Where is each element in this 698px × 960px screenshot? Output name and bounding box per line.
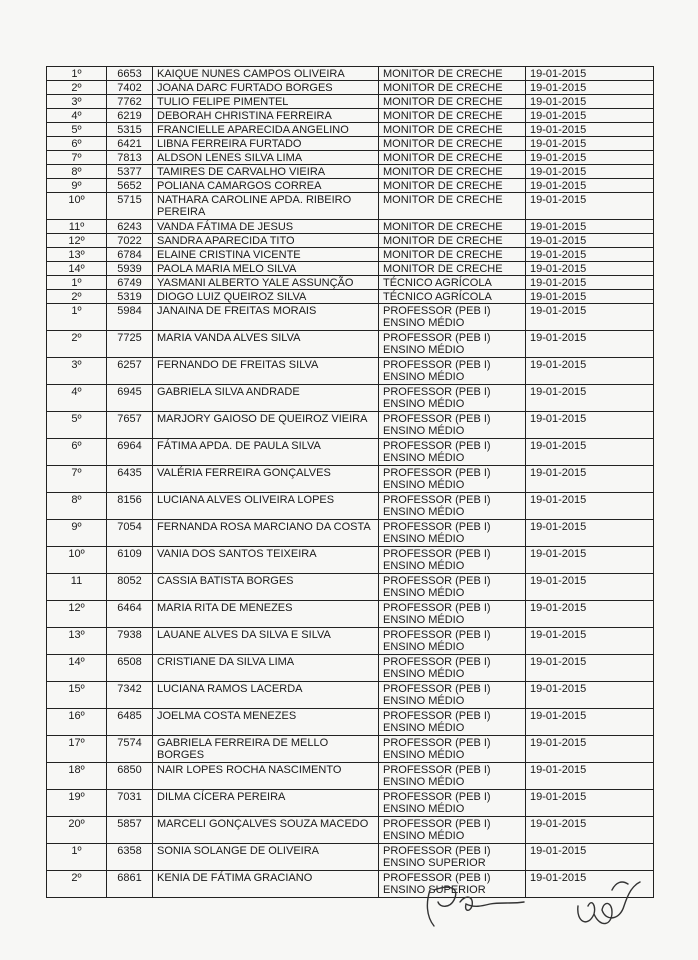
name-cell: PAOLA MARIA MELO SILVA <box>153 262 379 276</box>
code-cell: 7402 <box>107 81 153 95</box>
order-cell: 7º <box>47 151 107 165</box>
role-cell: MONITOR DE CRECHE <box>379 248 526 262</box>
date-cell: 19-01-2015 <box>526 493 654 520</box>
date-cell: 19-01-2015 <box>526 276 654 290</box>
date-cell: 19-01-2015 <box>526 137 654 151</box>
table-body <box>47 67 654 898</box>
table-row <box>47 439 654 466</box>
code-cell: 5715 <box>107 193 153 220</box>
table-row <box>47 385 654 412</box>
code-cell: 7022 <box>107 234 153 248</box>
table-row <box>47 790 654 817</box>
table-row <box>47 682 654 709</box>
role-cell: MONITOR DE CRECHE <box>379 220 526 234</box>
code-cell: 7342 <box>107 682 153 709</box>
date-cell: 19-01-2015 <box>526 601 654 628</box>
date-cell: 19-01-2015 <box>526 520 654 547</box>
order-cell: 6º <box>47 439 107 466</box>
table-row <box>47 151 654 165</box>
order-cell: 1º <box>47 844 107 871</box>
code-cell: 6850 <box>107 763 153 790</box>
name-cell: DEBORAH CHRISTINA FERREIRA <box>153 109 379 123</box>
name-cell: GABRIELA FERREIRA DE MELLO BORGES <box>153 736 379 763</box>
code-cell: 5857 <box>107 817 153 844</box>
code-cell: 8156 <box>107 493 153 520</box>
name-cell: JOELMA COSTA MENEZES <box>153 709 379 736</box>
role-cell: PROFESSOR (PEB I) ENSINO MÉDIO <box>379 304 526 331</box>
name-cell: GABRIELA SILVA ANDRADE <box>153 385 379 412</box>
date-cell: 19-01-2015 <box>526 234 654 248</box>
role-cell: MONITOR DE CRECHE <box>379 193 526 220</box>
name-cell: JANAINA DE FREITAS MORAIS <box>153 304 379 331</box>
role-cell: PROFESSOR (PEB I) ENSINO MÉDIO <box>379 520 526 547</box>
table-row <box>47 358 654 385</box>
role-cell: PROFESSOR (PEB I) ENSINO MÉDIO <box>379 763 526 790</box>
order-cell: 9º <box>47 179 107 193</box>
order-cell: 2º <box>47 331 107 358</box>
table-row <box>47 331 654 358</box>
role-cell: PROFESSOR (PEB I) ENSINO MÉDIO <box>379 655 526 682</box>
role-cell: MONITOR DE CRECHE <box>379 262 526 276</box>
order-cell: 2º <box>47 81 107 95</box>
signature-left <box>420 882 530 932</box>
name-cell: ELAINE CRISTINA VICENTE <box>153 248 379 262</box>
table-row <box>47 493 654 520</box>
table-row <box>47 547 654 574</box>
date-cell: 19-01-2015 <box>526 736 654 763</box>
name-cell: MARCELI GONÇALVES SOUZA MACEDO <box>153 817 379 844</box>
date-cell: 19-01-2015 <box>526 179 654 193</box>
order-cell: 11 <box>47 574 107 601</box>
role-cell: PROFESSOR (PEB I) ENSINO MÉDIO <box>379 736 526 763</box>
name-cell: KAIQUE NUNES CAMPOS OLIVEIRA <box>153 67 379 81</box>
order-cell: 4º <box>47 385 107 412</box>
name-cell: TULIO FELIPE PIMENTEL <box>153 95 379 109</box>
order-cell: 2º <box>47 871 107 898</box>
role-cell: PROFESSOR (PEB I) ENSINO MÉDIO <box>379 331 526 358</box>
code-cell: 5377 <box>107 165 153 179</box>
date-cell: 19-01-2015 <box>526 871 654 898</box>
role-cell: MONITOR DE CRECHE <box>379 109 526 123</box>
role-cell: PROFESSOR (PEB I) ENSINO MÉDIO <box>379 439 526 466</box>
table-row <box>47 193 654 220</box>
code-cell: 7725 <box>107 331 153 358</box>
name-cell: FERNANDO DE FREITAS SILVA <box>153 358 379 385</box>
order-cell: 15º <box>47 682 107 709</box>
date-cell: 19-01-2015 <box>526 248 654 262</box>
code-cell: 6219 <box>107 109 153 123</box>
role-cell: PROFESSOR (PEB I) ENSINO MÉDIO <box>379 385 526 412</box>
date-cell: 19-01-2015 <box>526 290 654 304</box>
table-row <box>47 234 654 248</box>
code-cell: 7657 <box>107 412 153 439</box>
order-cell: 1º <box>47 67 107 81</box>
name-cell: MARIA VANDA ALVES SILVA <box>153 331 379 358</box>
order-cell: 14º <box>47 655 107 682</box>
code-cell: 6109 <box>107 547 153 574</box>
role-cell: PROFESSOR (PEB I) ENSINO MÉDIO <box>379 817 526 844</box>
name-cell: LUCIANA RAMOS LACERDA <box>153 682 379 709</box>
role-cell: PROFESSOR (PEB I) ENSINO MÉDIO <box>379 412 526 439</box>
name-cell: SONIA SOLANGE DE OLIVEIRA <box>153 844 379 871</box>
date-cell: 19-01-2015 <box>526 412 654 439</box>
name-cell: DIOGO LUIZ QUEIROZ SILVA <box>153 290 379 304</box>
order-cell: 13º <box>47 628 107 655</box>
date-cell: 19-01-2015 <box>526 682 654 709</box>
code-cell: 7938 <box>107 628 153 655</box>
classification-table <box>46 66 654 898</box>
table-row <box>47 179 654 193</box>
name-cell: CRISTIANE DA SILVA LIMA <box>153 655 379 682</box>
code-cell: 6421 <box>107 137 153 151</box>
code-cell: 7813 <box>107 151 153 165</box>
code-cell: 7574 <box>107 736 153 763</box>
table-row <box>47 871 654 898</box>
role-cell: MONITOR DE CRECHE <box>379 123 526 137</box>
order-cell: 5º <box>47 123 107 137</box>
order-cell: 3º <box>47 358 107 385</box>
code-cell: 5939 <box>107 262 153 276</box>
code-cell: 7031 <box>107 790 153 817</box>
code-cell: 6861 <box>107 871 153 898</box>
name-cell: CASSIA BATISTA BORGES <box>153 574 379 601</box>
role-cell: PROFESSOR (PEB I) ENSINO SUPERIOR <box>379 871 526 898</box>
code-cell: 8052 <box>107 574 153 601</box>
order-cell: 16º <box>47 709 107 736</box>
name-cell: VANDA FÁTIMA DE JESUS <box>153 220 379 234</box>
role-cell: MONITOR DE CRECHE <box>379 81 526 95</box>
table-row <box>47 81 654 95</box>
name-cell: MARIA RITA DE MENEZES <box>153 601 379 628</box>
table-row <box>47 736 654 763</box>
table-row <box>47 844 654 871</box>
order-cell: 8º <box>47 493 107 520</box>
code-cell: 5315 <box>107 123 153 137</box>
order-cell: 20º <box>47 817 107 844</box>
date-cell: 19-01-2015 <box>526 709 654 736</box>
role-cell: MONITOR DE CRECHE <box>379 179 526 193</box>
code-cell: 6257 <box>107 358 153 385</box>
table-row <box>47 95 654 109</box>
name-cell: MARJORY GAIOSO DE QUEIROZ VIEIRA <box>153 412 379 439</box>
order-cell: 11º <box>47 220 107 234</box>
table-row <box>47 248 654 262</box>
date-cell: 19-01-2015 <box>526 165 654 179</box>
table-row <box>47 262 654 276</box>
order-cell: 4º <box>47 109 107 123</box>
order-cell: 8º <box>47 165 107 179</box>
date-cell: 19-01-2015 <box>526 655 654 682</box>
table-row <box>47 628 654 655</box>
role-cell: PROFESSOR (PEB I) ENSINO MÉDIO <box>379 601 526 628</box>
signature-right <box>572 876 644 936</box>
code-cell: 5319 <box>107 290 153 304</box>
order-cell: 12º <box>47 234 107 248</box>
name-cell: SANDRA APARECIDA TITO <box>153 234 379 248</box>
date-cell: 19-01-2015 <box>526 574 654 601</box>
order-cell: 9º <box>47 520 107 547</box>
role-cell: PROFESSOR (PEB I) ENSINO MÉDIO <box>379 574 526 601</box>
date-cell: 19-01-2015 <box>526 95 654 109</box>
code-cell: 6243 <box>107 220 153 234</box>
name-cell: KENIA DE FÁTIMA GRACIANO <box>153 871 379 898</box>
name-cell: YASMANI ALBERTO YALE ASSUNÇÃO <box>153 276 379 290</box>
code-cell: 6435 <box>107 466 153 493</box>
name-cell: DILMA CÍCERA PEREIRA <box>153 790 379 817</box>
order-cell: 6º <box>47 137 107 151</box>
date-cell: 19-01-2015 <box>526 304 654 331</box>
date-cell: 19-01-2015 <box>526 844 654 871</box>
order-cell: 7º <box>47 466 107 493</box>
date-cell: 19-01-2015 <box>526 220 654 234</box>
order-cell: 10º <box>47 547 107 574</box>
table-row <box>47 109 654 123</box>
role-cell: MONITOR DE CRECHE <box>379 137 526 151</box>
order-cell: 1º <box>47 304 107 331</box>
name-cell: FÁTIMA APDA. DE PAULA SILVA <box>153 439 379 466</box>
table-row <box>47 123 654 137</box>
date-cell: 19-01-2015 <box>526 817 654 844</box>
order-cell: 5º <box>47 412 107 439</box>
order-cell: 13º <box>47 248 107 262</box>
code-cell: 6358 <box>107 844 153 871</box>
table-row <box>47 601 654 628</box>
date-cell: 19-01-2015 <box>526 385 654 412</box>
code-cell: 6653 <box>107 67 153 81</box>
table-row <box>47 466 654 493</box>
code-cell: 6485 <box>107 709 153 736</box>
date-cell: 19-01-2015 <box>526 67 654 81</box>
name-cell: JOANA DARC FURTADO BORGES <box>153 81 379 95</box>
role-cell: MONITOR DE CRECHE <box>379 151 526 165</box>
role-cell: TÉCNICO AGRÍCOLA <box>379 276 526 290</box>
order-cell: 1º <box>47 276 107 290</box>
order-cell: 10º <box>47 193 107 220</box>
role-cell: PROFESSOR (PEB I) ENSINO MÉDIO <box>379 709 526 736</box>
role-cell: PROFESSOR (PEB I) ENSINO MÉDIO <box>379 790 526 817</box>
table-row <box>47 412 654 439</box>
name-cell: NAIR LOPES ROCHA NASCIMENTO <box>153 763 379 790</box>
table-row <box>47 574 654 601</box>
code-cell: 6945 <box>107 385 153 412</box>
code-cell: 7762 <box>107 95 153 109</box>
name-cell: FRANCIELLE APARECIDA ANGELINO <box>153 123 379 137</box>
date-cell: 19-01-2015 <box>526 466 654 493</box>
order-cell: 3º <box>47 95 107 109</box>
date-cell: 19-01-2015 <box>526 109 654 123</box>
name-cell: FERNANDA ROSA MARCIANO DA COSTA <box>153 520 379 547</box>
table-row <box>47 276 654 290</box>
table-row <box>47 67 654 81</box>
role-cell: PROFESSOR (PEB I) ENSINO MÉDIO <box>379 493 526 520</box>
name-cell: TAMIRES DE CARVALHO VIEIRA <box>153 165 379 179</box>
date-cell: 19-01-2015 <box>526 628 654 655</box>
table-row <box>47 655 654 682</box>
date-cell: 19-01-2015 <box>526 547 654 574</box>
role-cell: PROFESSOR (PEB I) ENSINO SUPERIOR <box>379 844 526 871</box>
table-row <box>47 709 654 736</box>
role-cell: PROFESSOR (PEB I) ENSINO MÉDIO <box>379 628 526 655</box>
date-cell: 19-01-2015 <box>526 193 654 220</box>
date-cell: 19-01-2015 <box>526 790 654 817</box>
date-cell: 19-01-2015 <box>526 123 654 137</box>
role-cell: PROFESSOR (PEB I) ENSINO MÉDIO <box>379 358 526 385</box>
name-cell: LIBNA FERREIRA FURTADO <box>153 137 379 151</box>
code-cell: 5984 <box>107 304 153 331</box>
role-cell: MONITOR DE CRECHE <box>379 95 526 109</box>
table-row <box>47 763 654 790</box>
role-cell: MONITOR DE CRECHE <box>379 165 526 179</box>
code-cell: 6464 <box>107 601 153 628</box>
order-cell: 18º <box>47 763 107 790</box>
table-row <box>47 220 654 234</box>
role-cell: PROFESSOR (PEB I) ENSINO MÉDIO <box>379 682 526 709</box>
table-row <box>47 165 654 179</box>
name-cell: VANIA DOS SANTOS TEIXEIRA <box>153 547 379 574</box>
table-row <box>47 304 654 331</box>
name-cell: NATHARA CAROLINE APDA. RIBEIRO PEREIRA <box>153 193 379 220</box>
name-cell: LAUANE ALVES DA SILVA E SILVA <box>153 628 379 655</box>
date-cell: 19-01-2015 <box>526 262 654 276</box>
code-cell: 6784 <box>107 248 153 262</box>
code-cell: 6749 <box>107 276 153 290</box>
role-cell: TÉCNICO AGRÍCOLA <box>379 290 526 304</box>
code-cell: 5652 <box>107 179 153 193</box>
name-cell: LUCIANA ALVES OLIVEIRA LOPES <box>153 493 379 520</box>
date-cell: 19-01-2015 <box>526 81 654 95</box>
role-cell: MONITOR DE CRECHE <box>379 67 526 81</box>
date-cell: 19-01-2015 <box>526 331 654 358</box>
date-cell: 19-01-2015 <box>526 439 654 466</box>
role-cell: PROFESSOR (PEB I) ENSINO MÉDIO <box>379 466 526 493</box>
order-cell: 17º <box>47 736 107 763</box>
name-cell: POLIANA CAMARGOS CORREA <box>153 179 379 193</box>
order-cell: 2º <box>47 290 107 304</box>
date-cell: 19-01-2015 <box>526 763 654 790</box>
order-cell: 12º <box>47 601 107 628</box>
date-cell: 19-01-2015 <box>526 151 654 165</box>
order-cell: 19º <box>47 790 107 817</box>
order-cell: 14º <box>47 262 107 276</box>
role-cell: PROFESSOR (PEB I) ENSINO MÉDIO <box>379 547 526 574</box>
table-row <box>47 520 654 547</box>
name-cell: ALDSON LENES SILVA LIMA <box>153 151 379 165</box>
code-cell: 6964 <box>107 439 153 466</box>
table-row <box>47 290 654 304</box>
role-cell: MONITOR DE CRECHE <box>379 234 526 248</box>
table-row <box>47 137 654 151</box>
table-row <box>47 817 654 844</box>
date-cell: 19-01-2015 <box>526 358 654 385</box>
code-cell: 7054 <box>107 520 153 547</box>
name-cell: VALÉRIA FERREIRA GONÇALVES <box>153 466 379 493</box>
code-cell: 6508 <box>107 655 153 682</box>
